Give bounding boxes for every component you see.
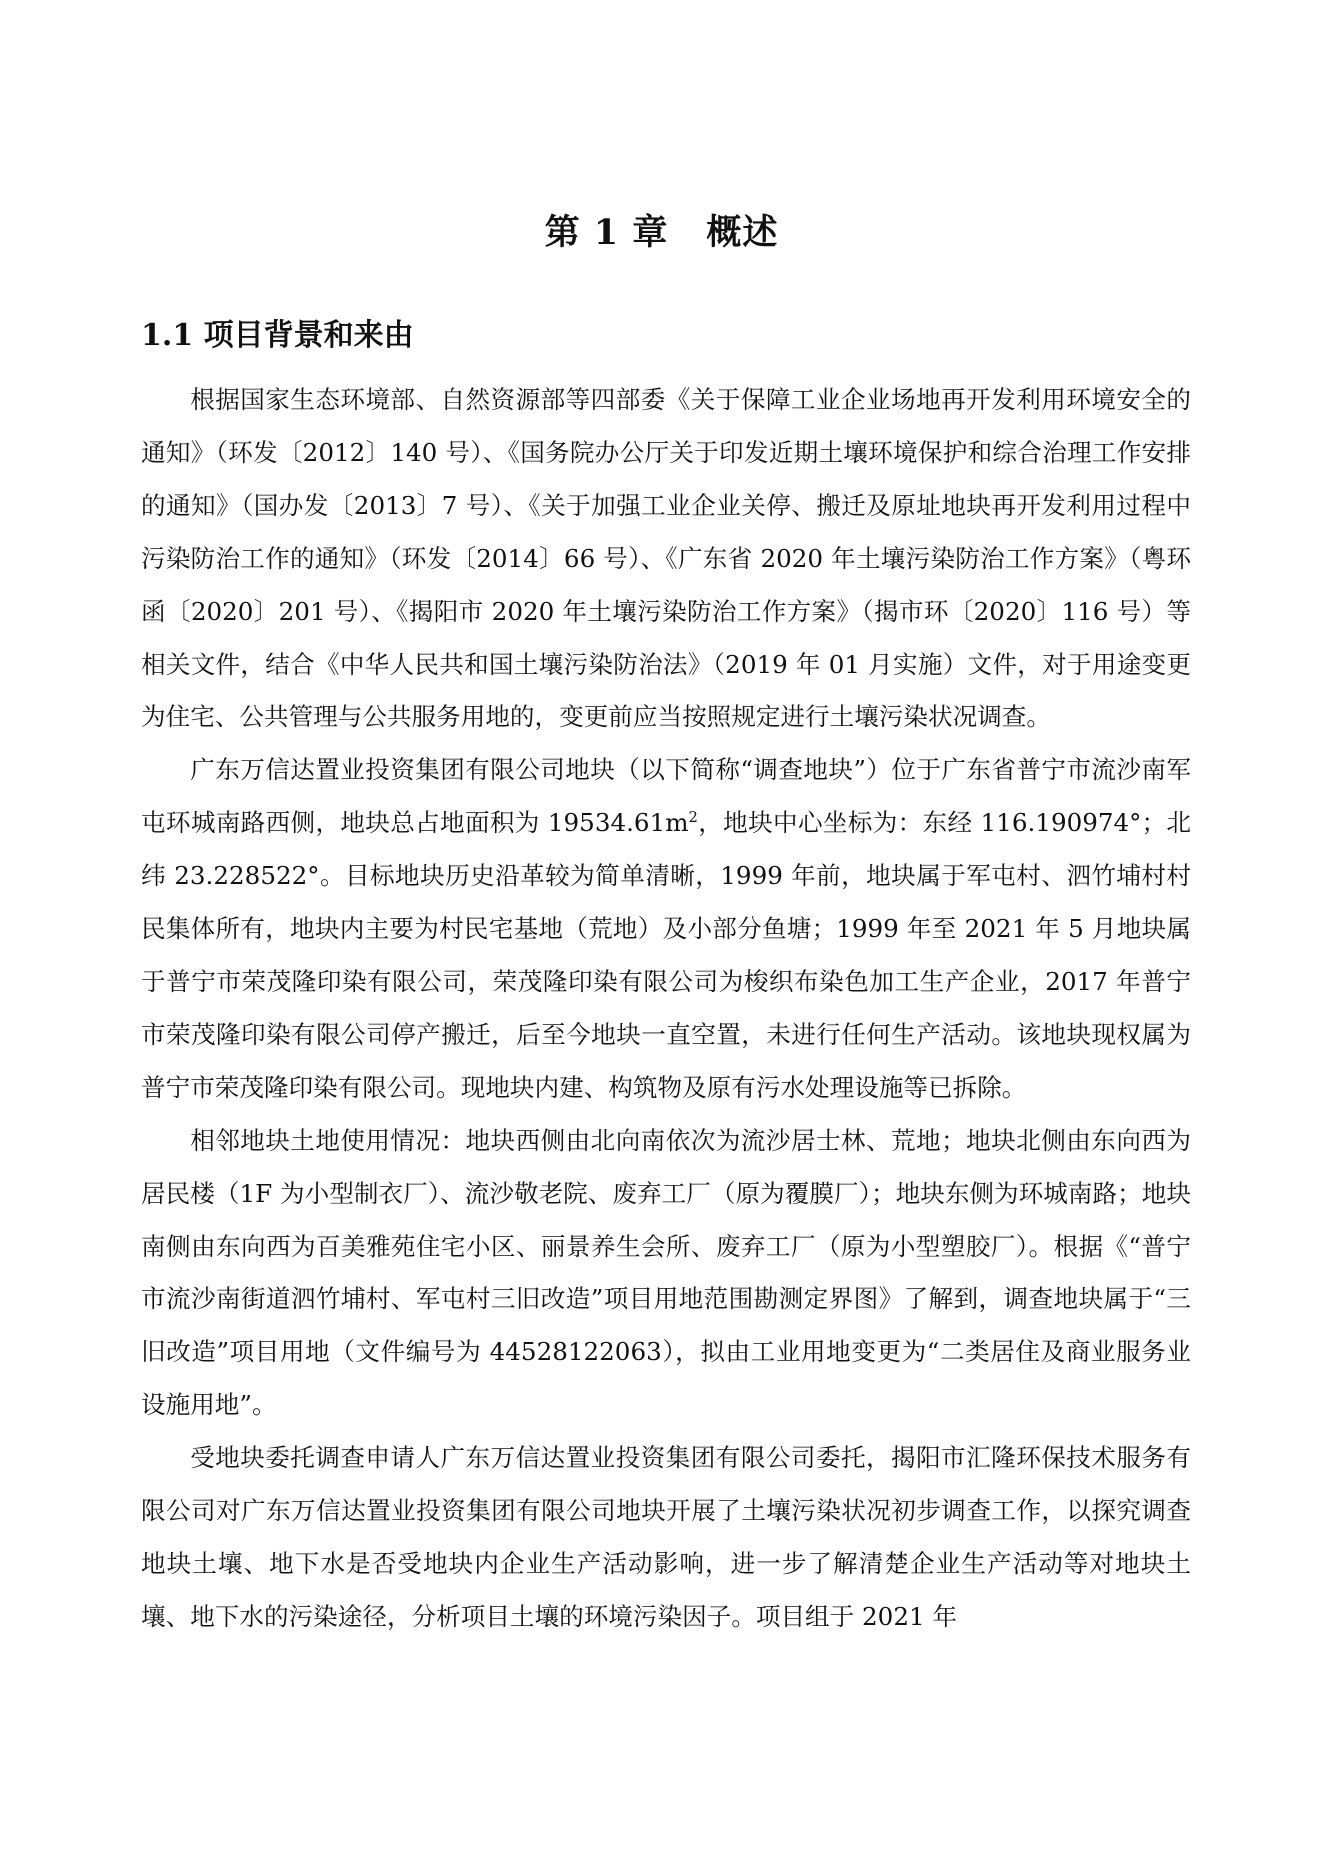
body-text xyxy=(141,374,1191,1644)
paragraph-commission: 受地块委托调查申请人广东万信达置业投资集团有限公司委托，揭阳市汇隆环保技术服务有限公司对广东万信达置业投资集团有限公司地块开展了土壤污染状况初步调查工作，以探究调查地块土壤、地下水是否受地块内企业生产活动影响，进一步了解清楚企业生产活动等对地块土壤、地下水的污染途径，分析项目土壤的环境污染因子。项目组于 2021 年 xyxy=(141,1443,1191,1631)
chapter-title xyxy=(0,205,1323,255)
superscript: 2 xyxy=(688,809,698,827)
paragraph-adjacent-land: 相邻地块土地使用情况：地块西侧由北向南依次为流沙居士林、荒地；地块北侧由东向西为居民楼（1F 为小型制衣厂）、流沙敬老院、废弃工厂（原为覆膜厂）；地块东侧为环城南路；地块南侧由东向西为百美雅苑住宅小区、丽景养生会所、废弃工厂（原为小型塑胶厂）。根据《“普宁市流沙南街道泗竹埔村、军屯村三旧改造”项目用地范围勘测定界图》了解到，调查地块属于“三旧改造”项目用地（文件编号为 44528122063），拟由工业用地变更为“二类居住及商业服务业设施用地”。 xyxy=(141,1125,1191,1420)
paragraph-site-description xyxy=(141,744,1191,1114)
paragraph-background: 根据国家生态环境部、自然资源部等四部委《关于保障工业企业场地再开发利用环境安全的通知》（环发〔2012〕140 号）、《国务院办公厅关于印发近期土壤环境保护和综合治理工作安排的通知》（国办发〔2013〕7 号）、《关于加强工业企业关停、搬迁及原址地块再开发利用过程中污染防治工作的通知》（环发〔2014〕66 号）、《广东省 2020 年土壤污染防治工作方案》（粤环函〔2020〕201 号）、《揭阳市 2020 年土壤污染防治工作方案》（揭市环〔2020〕116 号）等相关文件，结合《中华人民共和国土壤污染防治法》（2019 年 01 月实施）文件，对于用途变更为住宅、公共管理与公共服务用地的，变更前应当按照规定进行土壤污染状况调查。 xyxy=(141,385,1191,732)
chapter-name: 概述 xyxy=(706,212,779,253)
chapter-number: 第 1 章 xyxy=(544,212,669,253)
paragraph-text: 广东万信达置业投资集团有限公司地块（以下简称“调查地块”）位于广东省普宁市流沙南军屯环城南路西侧，地块总占地面积为 19534.61m xyxy=(141,755,1191,838)
paragraph-text: ，地块中心坐标为：东经 116.190974°；北纬 23.228522°。目标地块历史沿革较为简单清晰，1999 年前，地块属于军屯村、泗竹埔村村民集体所有，地块内主要为村民宅基地（荒地）及小部分鱼塘；1999 年至 2021 年 5 月地块属于普宁市荣茂隆印染有限公司，荣茂隆印染有限公司为梭织布染色加工生产企业，2017 年普宁市荣茂隆印染有限公司停产搬迁，后至今地块一直空置，未进行任何生产活动。该地块现权属为普宁市荣茂隆印染有限公司。现地块内建、构筑物及原有污水处理设施等已拆除。 xyxy=(141,808,1191,1102)
section-title: 1.1 项目背景和来由 xyxy=(141,318,414,353)
